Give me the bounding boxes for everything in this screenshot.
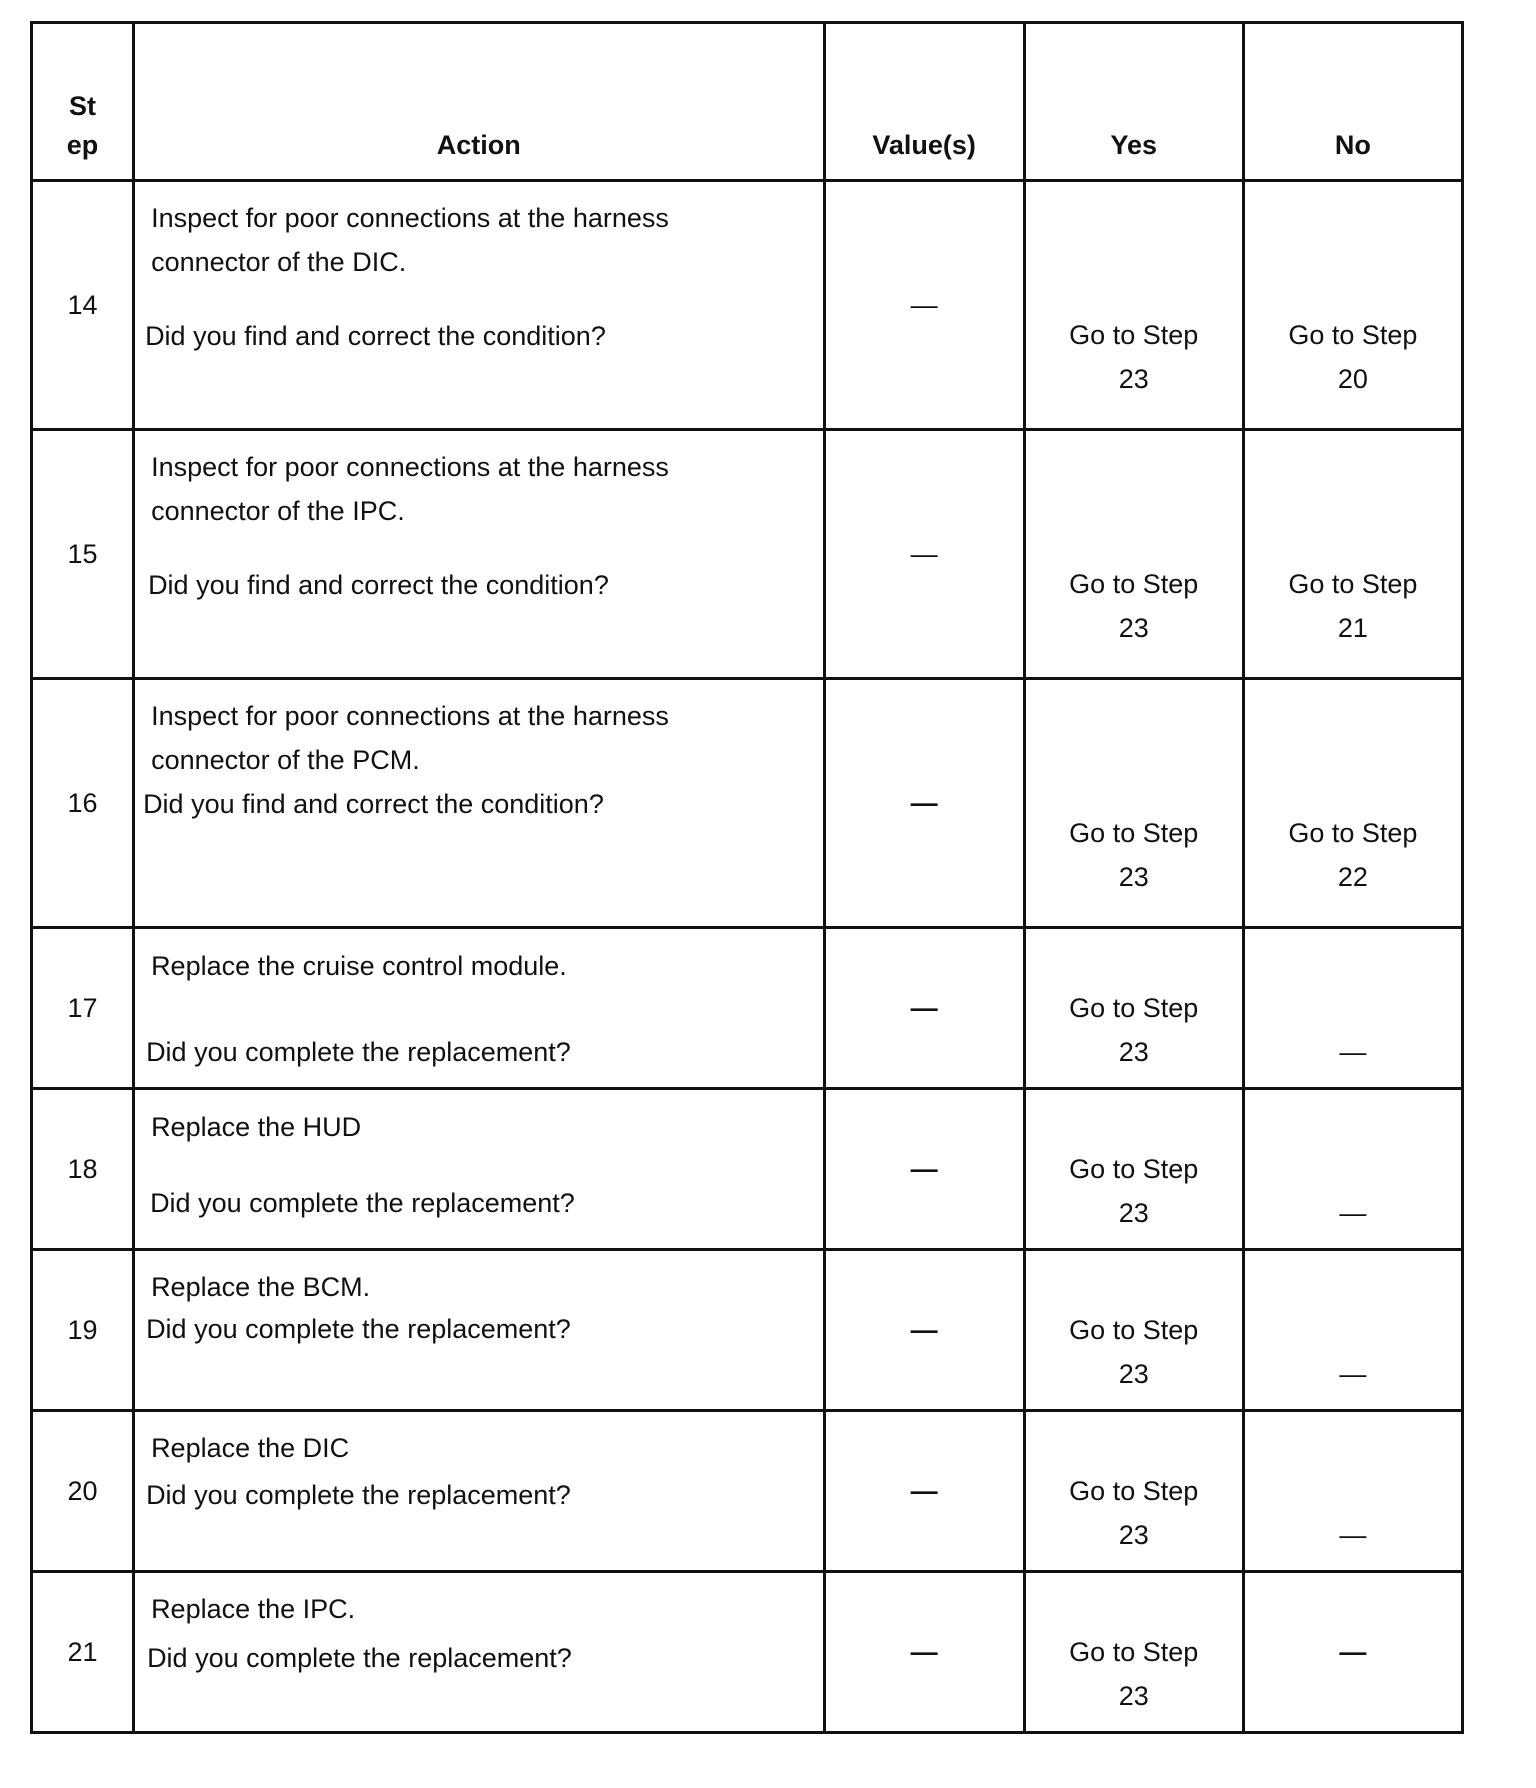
goto-step-number: 23	[1118, 1681, 1149, 1711]
no-cell	[1243, 1250, 1462, 1411]
action-cell	[134, 1411, 824, 1572]
no-cell	[1243, 928, 1462, 1089]
value-dash: —	[910, 1637, 938, 1667]
instruction-line2: connector of the IPC.	[151, 496, 405, 526]
goto-label: Go to Step	[1069, 1154, 1199, 1184]
action-cell	[134, 928, 824, 1089]
goto-step-number: 23	[1118, 1198, 1149, 1228]
value-dash: —	[910, 788, 938, 818]
table-row-step-14	[32, 181, 1463, 430]
no-dash: —	[1339, 1359, 1367, 1389]
yes-cell	[1024, 1572, 1243, 1733]
action-question: Did you complete the replacement?	[146, 1480, 571, 1510]
yes-cell	[1024, 679, 1243, 928]
instruction-line2: connector of the DIC.	[151, 247, 407, 277]
goto-step-number: 22	[1337, 862, 1368, 892]
goto-label: Go to Step	[1069, 818, 1199, 848]
goto-step-number: 23	[1118, 1520, 1149, 1550]
column-header-yes: Yes	[1024, 23, 1243, 181]
goto-label: Go to Step	[1069, 993, 1199, 1023]
step-number: 16	[67, 788, 98, 818]
yes-goto	[1026, 1469, 1242, 1557]
action-cell	[134, 181, 824, 430]
yes-goto	[1026, 1630, 1242, 1718]
value-cell	[824, 181, 1024, 430]
no-cell	[1243, 1572, 1462, 1733]
yes-cell	[1024, 430, 1243, 679]
column-header-values: Value(s)	[824, 23, 1024, 181]
goto-step-number: 23	[1118, 1037, 1149, 1067]
value-cell	[824, 1411, 1024, 1572]
goto-label: Go to Step	[1069, 320, 1199, 350]
column-header-action: Action	[134, 23, 824, 181]
action-cell	[134, 1250, 824, 1411]
step-number: 14	[67, 290, 98, 320]
action-question: Did you find and correct the condition?	[143, 789, 604, 819]
step-cell	[32, 1089, 134, 1250]
table-row-step-17	[32, 928, 1463, 1089]
table-row-step-18	[32, 1089, 1463, 1250]
value-cell	[824, 1089, 1024, 1250]
value-dash: —	[910, 993, 938, 1023]
goto-label: Go to Step	[1069, 1476, 1199, 1506]
yes-goto	[1026, 313, 1242, 401]
step-number: 19	[67, 1315, 98, 1345]
yes-goto	[1026, 811, 1242, 899]
no-dash: —	[1339, 1637, 1367, 1667]
value-cell	[824, 928, 1024, 1089]
no-cell	[1243, 430, 1462, 679]
goto-label: Go to Step	[1288, 569, 1418, 599]
no-goto	[1245, 313, 1461, 401]
value-dash: —	[910, 1476, 938, 1506]
step-cell	[32, 181, 134, 430]
goto-label: Go to Step	[1288, 818, 1418, 848]
instruction-line1: Inspect for poor connections at the harness	[151, 452, 669, 482]
yes-cell	[1024, 928, 1243, 1089]
diagnostic-steps-table	[30, 21, 1464, 1734]
column-header-no: No	[1243, 23, 1462, 181]
action-question: Did you complete the replacement?	[150, 1188, 575, 1218]
action-instruction	[151, 196, 810, 284]
goto-step-number: 20	[1337, 364, 1368, 394]
no-dash: —	[1339, 1198, 1367, 1228]
action-question: Did you complete the replacement?	[147, 1643, 572, 1673]
action-instruction: Replace the BCM.	[151, 1272, 371, 1302]
step-cell	[32, 679, 134, 928]
step-cell	[32, 1250, 134, 1411]
diagnostic-table-sheet	[30, 21, 1464, 1734]
action-instruction	[151, 694, 810, 782]
step-header-line1: St	[69, 91, 97, 121]
yes-goto	[1026, 1308, 1242, 1396]
goto-label: Go to Step	[1069, 1315, 1199, 1345]
no-dash: —	[1339, 1037, 1367, 1067]
column-header-step	[32, 23, 134, 181]
goto-step-number: 23	[1118, 613, 1149, 643]
action-instruction	[151, 445, 810, 533]
action-question: Did you complete the replacement?	[146, 1037, 571, 1067]
step-number: 17	[67, 993, 98, 1023]
no-cell	[1243, 1411, 1462, 1572]
value-dash: —	[910, 1315, 938, 1345]
action-question: Did you complete the replacement?	[146, 1314, 571, 1344]
value-dash: —	[910, 290, 938, 320]
goto-label: Go to Step	[1069, 1637, 1199, 1667]
table-row-step-21	[32, 1572, 1463, 1733]
step-number: 15	[67, 539, 98, 569]
step-cell	[32, 430, 134, 679]
goto-label: Go to Step	[1069, 569, 1199, 599]
table-row-step-20	[32, 1411, 1463, 1572]
goto-step-number: 21	[1337, 613, 1368, 643]
table-row-step-19	[32, 1250, 1463, 1411]
table-row-step-15	[32, 430, 1463, 679]
step-number: 21	[67, 1637, 98, 1667]
value-cell	[824, 1250, 1024, 1411]
step-number: 18	[67, 1154, 98, 1184]
action-instruction: Replace the HUD	[151, 1112, 362, 1142]
yes-cell	[1024, 1250, 1243, 1411]
action-question: Did you find and correct the condition?	[148, 570, 609, 600]
goto-label: Go to Step	[1288, 320, 1418, 350]
value-cell	[824, 679, 1024, 928]
yes-goto	[1026, 562, 1242, 650]
step-cell	[32, 928, 134, 1089]
value-cell	[824, 1572, 1024, 1733]
goto-step-number: 23	[1118, 1359, 1149, 1389]
no-cell	[1243, 181, 1462, 430]
table-header-row	[32, 23, 1463, 181]
goto-step-number: 23	[1118, 862, 1149, 892]
goto-step-number: 23	[1118, 364, 1149, 394]
yes-cell	[1024, 1411, 1243, 1572]
yes-goto	[1026, 986, 1242, 1074]
action-instruction: Replace the cruise control module.	[151, 951, 567, 981]
no-goto	[1245, 562, 1461, 650]
instruction-line1: Inspect for poor connections at the harness	[151, 701, 669, 731]
value-cell	[824, 430, 1024, 679]
no-dash: —	[1339, 1520, 1367, 1550]
step-cell	[32, 1572, 134, 1733]
step-cell	[32, 1411, 134, 1572]
action-cell	[134, 1572, 824, 1733]
instruction-line1: Inspect for poor connections at the harness	[151, 203, 669, 233]
yes-cell	[1024, 1089, 1243, 1250]
step-header-line2: ep	[66, 130, 99, 160]
action-cell	[134, 430, 824, 679]
action-instruction: Replace the DIC	[151, 1433, 350, 1463]
action-cell	[134, 679, 824, 928]
instruction-line2: connector of the PCM.	[151, 745, 420, 775]
no-goto	[1245, 811, 1461, 899]
action-question: Did you find and correct the condition?	[145, 321, 606, 351]
yes-goto	[1026, 1147, 1242, 1235]
table-row-step-16	[32, 679, 1463, 928]
value-dash: —	[910, 539, 938, 569]
action-cell	[134, 1089, 824, 1250]
action-instruction: Replace the IPC.	[151, 1594, 356, 1624]
yes-cell	[1024, 181, 1243, 430]
value-dash: —	[910, 1154, 938, 1184]
no-cell	[1243, 1089, 1462, 1250]
no-cell	[1243, 679, 1462, 928]
step-number: 20	[67, 1476, 98, 1506]
